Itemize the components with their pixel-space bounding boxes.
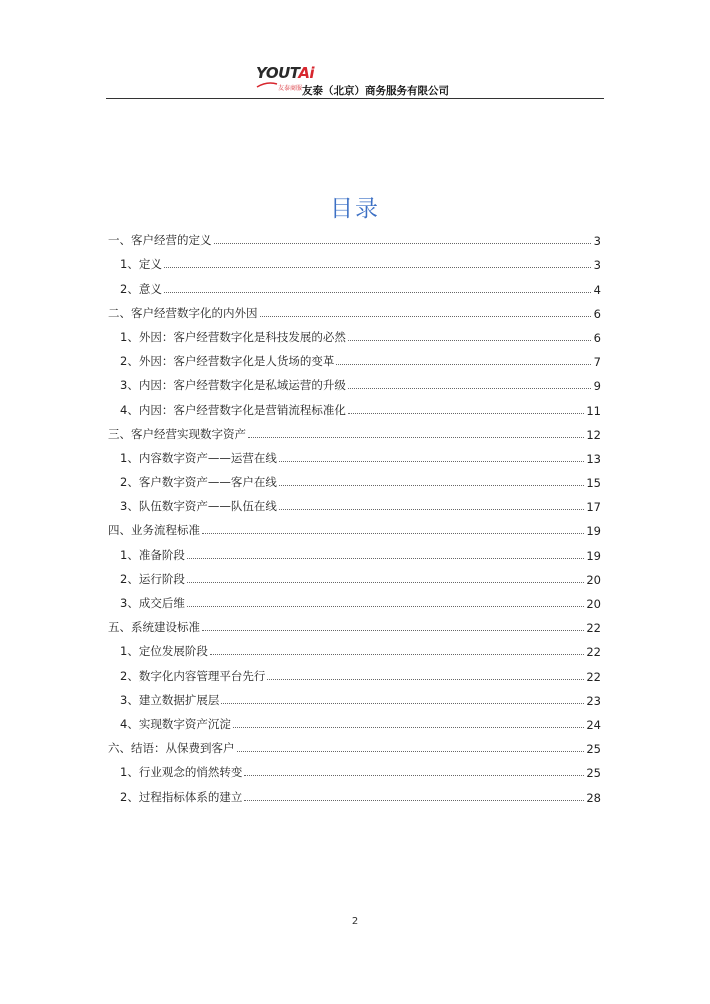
toc-entry-page: 20	[586, 597, 601, 611]
toc-subsection-entry[interactable]	[108, 780, 601, 804]
toc-entry-page: 28	[586, 790, 601, 805]
toc-section-entry[interactable]	[108, 297, 601, 321]
toc-entry-page: 23	[586, 693, 601, 708]
toc-entry-page: 22	[586, 645, 601, 660]
toc-entry-page: 3	[593, 258, 601, 273]
header-divider	[106, 98, 604, 99]
toc-entry-page: 19	[586, 548, 601, 563]
toc-entry-title: 3、建立数据扩展层	[120, 692, 220, 707]
toc-leader-dots	[348, 340, 591, 341]
toc-leader-dots	[237, 751, 585, 752]
toc-section-entry[interactable]	[108, 418, 601, 442]
toc-entry-title: 2、过程指标体系的建立	[120, 789, 243, 804]
page-header	[106, 58, 604, 102]
toc-entry-title: 二、客户经营数字化的内外因	[108, 305, 258, 320]
toc-entry-page: 22	[586, 621, 601, 636]
toc-leader-dots	[187, 582, 585, 583]
toc-subsection-entry[interactable]	[108, 442, 601, 466]
toc-entry-page: 3	[593, 234, 601, 249]
toc-entry-title: 1、定义	[120, 257, 162, 272]
toc-entry-title: 五、系统建设标准	[108, 620, 200, 635]
toc-entry-title: 四、业务流程标准	[108, 523, 200, 538]
page-title: 目录	[330, 196, 380, 222]
toc-entry-page: 9	[593, 379, 601, 394]
toc-subsection-entry[interactable]	[108, 563, 601, 587]
logo-swoosh-icon	[256, 81, 278, 89]
toc-entry-page: 22	[586, 669, 601, 684]
toc-leader-dots	[248, 437, 584, 438]
toc-entry-title: 1、内容数字资产——运营在线	[120, 450, 277, 465]
toc-subsection-entry[interactable]	[108, 393, 601, 417]
toc-leader-dots	[233, 727, 585, 728]
toc-leader-dots	[279, 485, 585, 486]
toc-entry-title: 2、客户数字资产——客户在线	[120, 475, 277, 490]
toc-entry-page: 4	[593, 282, 601, 297]
toc-entry-page: 7	[593, 355, 601, 370]
toc-subsection-entry[interactable]	[108, 538, 601, 562]
toc-subsection-entry[interactable]	[108, 248, 601, 272]
toc-leader-dots	[279, 509, 585, 510]
toc-entry-title: 1、外因：客户经营数字化是科技发展的必然	[120, 329, 346, 344]
logo-wordmark: YOUTAi	[256, 64, 315, 82]
toc-entry-page: 24	[586, 717, 601, 732]
toc-entry-title: 1、行业观念的悄然转变	[120, 765, 243, 780]
toc-subsection-entry[interactable]	[108, 587, 601, 611]
toc-subsection-entry[interactable]	[108, 708, 601, 732]
toc-subsection-entry[interactable]	[108, 345, 601, 369]
toc-leader-dots	[164, 292, 591, 293]
toc-leader-dots	[187, 558, 585, 559]
toc-entry-page: 6	[593, 306, 601, 321]
logo-subtitle: 友泰商服	[278, 85, 303, 92]
toc-entry-title: 2、运行阶段	[120, 571, 185, 586]
toc-entry-title: 3、内因：客户经营数字化是私域运营的升级	[120, 378, 346, 393]
toc-leader-dots	[164, 267, 591, 268]
toc-subsection-entry[interactable]	[108, 272, 601, 296]
toc-entry-page: 6	[593, 330, 601, 345]
toc-entry-title: 3、队伍数字资产——队伍在线	[120, 499, 277, 514]
toc-subsection-entry[interactable]	[108, 756, 601, 780]
toc-entry-title: 4、实现数字资产沉淀	[120, 716, 231, 731]
toc-subsection-entry[interactable]	[108, 321, 601, 345]
toc-entry-title: 1、准备阶段	[120, 547, 185, 562]
toc-section-entry[interactable]	[108, 732, 601, 756]
toc-leader-dots	[210, 654, 585, 655]
toc-section-entry[interactable]	[108, 514, 601, 538]
toc-entry-title: 1、定位发展阶段	[120, 644, 208, 659]
toc-entry-title: 2、数字化内容管理平台先行	[120, 668, 266, 683]
toc-leader-dots	[202, 533, 584, 534]
toc-leader-dots	[260, 316, 592, 317]
toc-entry-title: 三、客户经营实现数字资产	[108, 426, 246, 441]
toc-leader-dots	[348, 413, 585, 414]
toc-leader-dots	[348, 388, 591, 389]
toc-entry-title: 3、成交后维	[120, 596, 185, 610]
page-number: 2	[351, 916, 359, 927]
toc-subsection-entry[interactable]	[108, 369, 601, 393]
toc-entry-page: 12	[586, 427, 601, 442]
toc-subsection-entry[interactable]	[108, 490, 601, 514]
toc-entry-page: 17	[586, 500, 601, 515]
toc-section-entry[interactable]	[108, 224, 601, 248]
toc-leader-dots	[267, 679, 584, 680]
toc-leader-dots	[202, 630, 584, 631]
toc-leader-dots	[336, 364, 591, 365]
toc-leader-dots	[187, 606, 585, 607]
toc-entry-page: 13	[586, 451, 601, 466]
company-name: 友泰（北京）商务服务有限公司	[302, 85, 449, 97]
toc-entry-page: 19	[586, 524, 601, 539]
toc-entry-title: 六、结语：从保费到客户	[108, 741, 235, 756]
toc-leader-dots	[221, 703, 584, 704]
toc-subsection-entry[interactable]	[108, 659, 601, 683]
table-of-contents	[108, 224, 601, 805]
toc-entry-page: 25	[586, 766, 601, 781]
toc-entry-title: 4、内因：客户经营数字化是营销流程标准化	[120, 402, 346, 417]
toc-leader-dots	[279, 461, 585, 462]
toc-entry-page: 20	[586, 572, 601, 587]
toc-leader-dots	[244, 775, 584, 776]
toc-entry-page: 25	[586, 742, 601, 757]
toc-leader-dots	[214, 243, 592, 244]
toc-section-entry[interactable]	[108, 611, 601, 635]
toc-entry-page: 11	[586, 403, 601, 418]
toc-entry-title: 一、客户经营的定义	[108, 233, 212, 248]
toc-entry-page: 15	[586, 476, 601, 491]
toc-subsection-entry[interactable]	[108, 635, 601, 659]
toc-subsection-entry[interactable]	[108, 684, 601, 708]
toc-entry-title: 2、外因：客户经营数字化是人货场的变革	[120, 354, 335, 369]
toc-subsection-entry[interactable]	[108, 466, 601, 490]
toc-entry-title: 2、意义	[120, 281, 162, 296]
toc-leader-dots	[244, 800, 584, 801]
